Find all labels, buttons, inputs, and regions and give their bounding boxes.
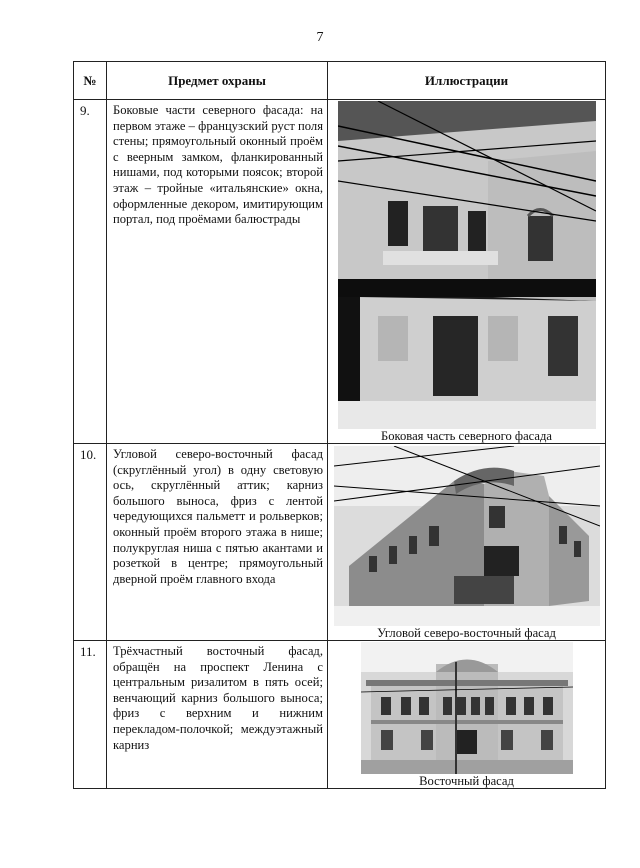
row-illustration: [328, 444, 606, 641]
table-row: [74, 641, 606, 789]
table-header-row: [74, 62, 606, 100]
row-description: Боковые части северного фасада: на первом этаже – французский руст поля стены; прямоугольный оконный проём с веерным замком, фланкированный нишами, под которыми поясок; второй этаж – тройные «итальянские» окна, оформленные декором, имитирующим портал, под проёмами балюстрады: [107, 100, 328, 444]
photo-north-facade-side: [338, 101, 596, 429]
row-illustration: [328, 100, 606, 444]
row-number: 10.: [74, 444, 107, 641]
row-number: 9.: [74, 100, 107, 444]
row-description: Трёхчастный восточный фасад, обращён на проспект Ленина с центральным ризалитом в пять осей; венчающий карниз большого выноса; фриз с верхним и нижним перекладом-полочкой; междуэтажный карниз: [107, 641, 328, 789]
header-subject: Предмет охраны: [107, 62, 328, 100]
row-illustration: [328, 641, 606, 789]
page-number: 7: [316, 30, 324, 45]
header-illustrations: Иллюстрации: [328, 62, 606, 100]
table-row: [74, 100, 606, 444]
protection-table: [73, 61, 606, 789]
row-description: Угловой северо-восточный фасад (скруглённый угол) в одну световую ось, скруглённый аттик; карниз большого выноса, фриз с лентой чередующихся пальметт и рольверков; оконный проём второго этажа в нише; полукруглая ниша с пятью акантами и розеткой в центре; прямоугольный дверной проём главного входа: [107, 444, 328, 641]
photo-caption: Угловой северо-восточный фасад: [377, 626, 556, 640]
photo-east-facade: [361, 642, 573, 774]
table-row: [74, 444, 606, 641]
photo-caption: Боковая часть северного фасада: [380, 429, 553, 443]
header-num: №: [74, 62, 107, 100]
row-number: 11.: [74, 641, 107, 789]
photo-caption: Восточный фасад: [419, 774, 514, 788]
photo-northeast-corner-facade: [334, 446, 600, 626]
